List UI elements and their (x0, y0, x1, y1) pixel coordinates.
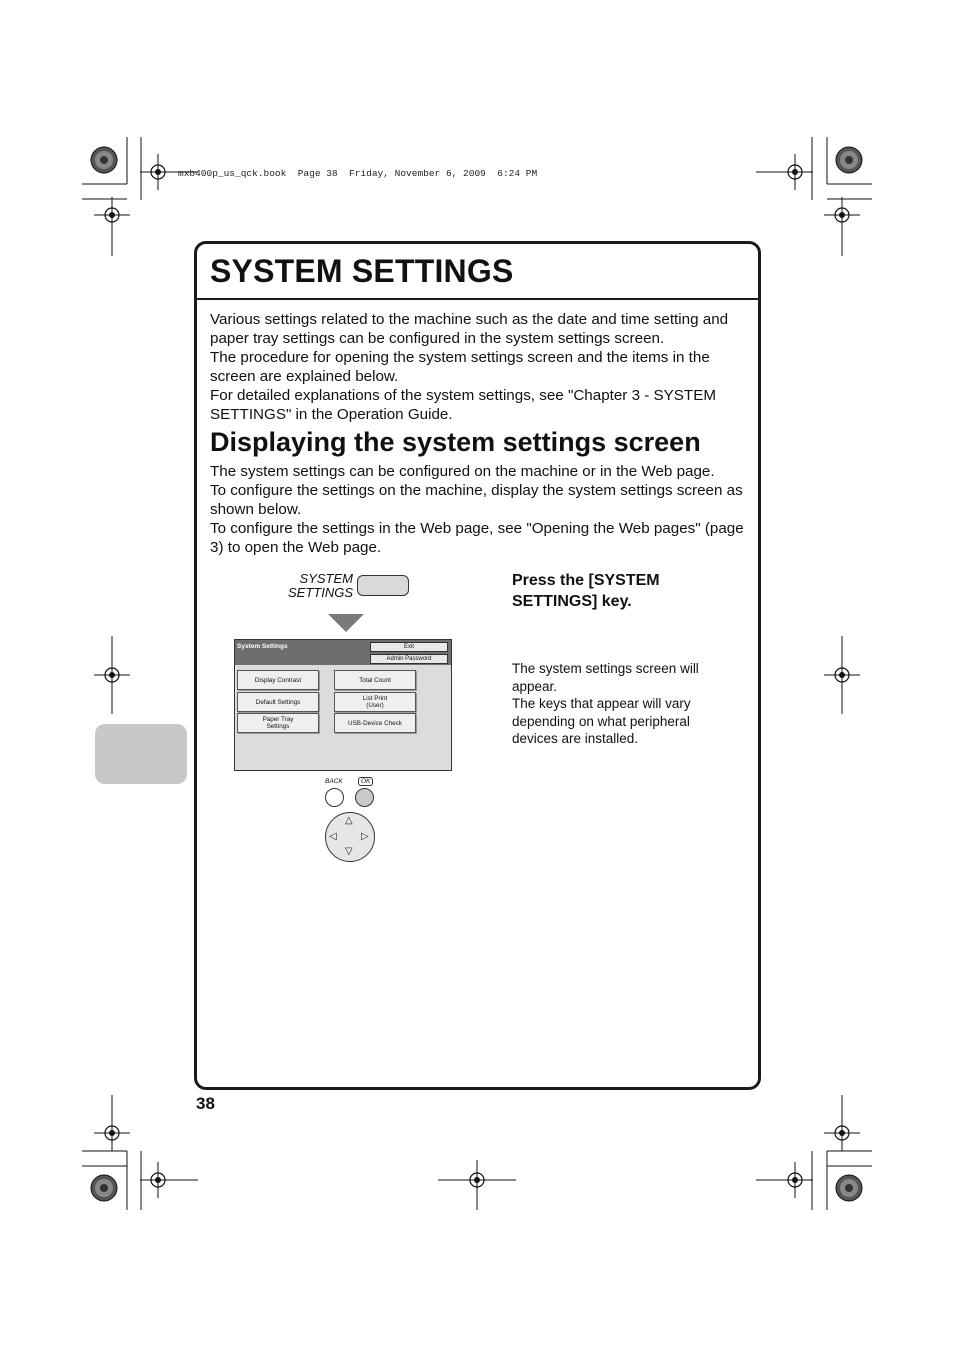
subsection-title: Displaying the system settings screen (210, 427, 701, 457)
total-count-button[interactable]: Total Count (334, 670, 416, 690)
lcd-header (235, 640, 451, 665)
step-title: Press the [SYSTEM SETTINGS] key. (512, 572, 660, 610)
body-paragraph: To configure the settings on the machine, display the system settings screen as shown below. (210, 482, 743, 518)
direction-pad[interactable] (325, 812, 375, 862)
subsection-text (210, 462, 750, 557)
system-settings-key[interactable] (357, 575, 409, 596)
lcd-title: System Settings (237, 643, 288, 650)
chapter-side-tab (95, 724, 187, 784)
down-arrow-icon (328, 614, 364, 632)
intro-text (210, 310, 750, 424)
usb-device-check-button[interactable]: USB-Device Check (334, 713, 416, 733)
admin-password-button[interactable]: Admin Password (370, 654, 448, 664)
content-frame (194, 241, 761, 1090)
book-info-header: mxb400p_us_qck.book Page 38 Friday, November 6, 2009 6:24 PM (178, 168, 538, 179)
intro-paragraph: The procedure for opening the system settings screen and the items in the screen are explained below. (210, 349, 710, 385)
ok-button[interactable] (355, 788, 374, 807)
title-bar (197, 244, 758, 300)
system-settings-key-label: SYSTEM SETTINGS (287, 571, 353, 600)
step-description (512, 660, 737, 748)
step-description-line: The system settings screen will appear. (512, 661, 699, 694)
intro-paragraph: For detailed explanations of the system settings, see "Chapter 3 - SYSTEM SETTINGS" in the Operation Guide. (210, 387, 716, 423)
ok-label: OK (358, 777, 373, 786)
list-print-button[interactable]: List Print (User) (334, 692, 416, 712)
page-number: 38 (196, 1094, 215, 1113)
page-title: SYSTEM SETTINGS (210, 253, 514, 289)
back-button[interactable] (325, 788, 344, 807)
lcd-screen (234, 639, 452, 771)
left-arrow-icon[interactable]: ◁ (329, 831, 337, 842)
exit-button[interactable]: Exit (370, 642, 448, 652)
up-arrow-icon[interactable]: △ (345, 815, 353, 826)
body-paragraph: The system settings can be configured on the machine or in the Web page. (210, 463, 715, 480)
paper-tray-settings-button[interactable]: Paper Tray Settings (237, 713, 319, 733)
display-contrast-button[interactable]: Display Contrast (237, 670, 319, 690)
back-label: BACK (325, 778, 343, 785)
body-paragraph: To configure the settings in the Web page, see "Opening the Web pages" (page 3) to open the Web page. (210, 520, 744, 556)
default-settings-button[interactable]: Default Settings (237, 692, 319, 712)
right-arrow-icon[interactable]: ▷ (361, 831, 369, 842)
down-arrow-icon[interactable]: ▽ (345, 846, 353, 857)
intro-paragraph: Various settings related to the machine such as the date and time setting and paper tray settings can be configured in the system settings screen. (210, 311, 729, 347)
step-description-line: The keys that appear will vary depending on what peripheral devices are installed. (512, 696, 691, 746)
